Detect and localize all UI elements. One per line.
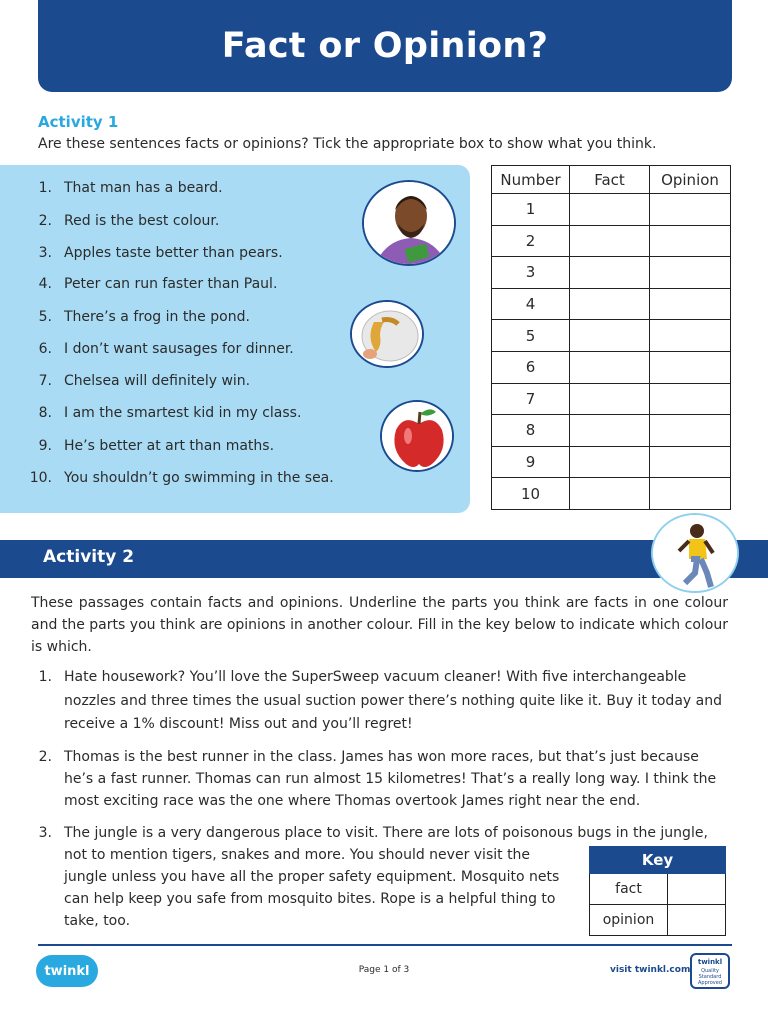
passage-text: Thomas is the best runner in the class. James has won more races, but that’s just because he’s a fast runner. Thomas can run almost 15 kilometres! That’s a really long way. I think the most exciting race was the one where Thomas overtook James right near the end.	[64, 749, 717, 809]
column-header-fact: Fact	[570, 166, 650, 194]
key-row	[590, 905, 726, 936]
sausage-plate-icon	[350, 300, 424, 368]
key-label: opinion	[590, 905, 668, 936]
twinkl-logo: twinkl	[36, 955, 98, 987]
table-row	[492, 257, 731, 289]
fact-tick-box[interactable]	[570, 225, 650, 257]
table-row	[492, 288, 731, 320]
row-number: 1	[492, 194, 570, 226]
row-number: 3	[492, 257, 570, 289]
key-title: Key	[590, 847, 726, 874]
man-reading-icon	[362, 180, 456, 266]
row-number: 7	[492, 383, 570, 415]
page-number: Page 1 of 3	[358, 965, 410, 975]
table-row	[492, 320, 731, 352]
table-row	[492, 383, 731, 415]
table-row	[492, 446, 731, 478]
colour-key-table	[589, 846, 726, 936]
page-title: Fact or Opinion?	[221, 26, 549, 66]
table-row	[492, 225, 731, 257]
activity1-title: Activity 1	[38, 113, 119, 131]
row-number: 2	[492, 225, 570, 257]
activity2-title: Activity 2	[43, 547, 135, 567]
table-row	[492, 478, 731, 510]
fact-tick-box[interactable]	[570, 351, 650, 383]
opinion-tick-box[interactable]	[650, 383, 731, 415]
fact-tick-box[interactable]	[570, 383, 650, 415]
fact-tick-box[interactable]	[570, 194, 650, 226]
column-header-opinion: Opinion	[650, 166, 731, 194]
passage-text: Hate housework? You’ll love the SuperSweep vacuum cleaner! With five interchangeable nozzles and three times the usual suction power there’s nothing quite like it. Buy it today and receive a 1% discount! Miss out and you’ll regret!	[64, 669, 722, 732]
fact-tick-box[interactable]	[570, 320, 650, 352]
key-colour-box[interactable]	[668, 874, 726, 905]
row-number: 8	[492, 415, 570, 447]
opinion-tick-box[interactable]	[650, 415, 731, 447]
title-banner	[38, 0, 732, 92]
row-number: 10	[492, 478, 570, 510]
row-number: 6	[492, 351, 570, 383]
table-row	[492, 194, 731, 226]
activity1-instruction: Are these sentences facts or opinions? Tick the appropriate box to show what you think.	[38, 136, 657, 152]
fact-tick-box[interactable]	[570, 257, 650, 289]
fact-tick-box[interactable]	[570, 415, 650, 447]
opinion-tick-box[interactable]	[650, 288, 731, 320]
opinion-tick-box[interactable]	[650, 478, 731, 510]
key-row	[590, 874, 726, 905]
column-header-number: Number	[492, 166, 570, 194]
row-number: 4	[492, 288, 570, 320]
website-link[interactable]: visit twinkl.com	[610, 965, 691, 975]
key-label: fact	[590, 874, 668, 905]
activity2-instruction: These passages contain facts and opinions. Underline the parts you think are facts in one colour and the parts you think are opinions in another colour. Fill in the key below to indicate which colour is which.	[31, 595, 728, 655]
quality-badge-icon: twinkl Quality Standard Approved	[690, 953, 730, 989]
table-row	[492, 415, 731, 447]
passage-text-rest: not to mention tigers, snakes and more. You should never visit the jungle unless you have all the proper safety equipment. Mosquito nets can help keep you safe from mosquito bites. Rope is a helpful thing to take, too.	[64, 847, 560, 929]
fact-tick-box[interactable]	[570, 478, 650, 510]
opinion-tick-box[interactable]	[650, 225, 731, 257]
opinion-tick-box[interactable]	[650, 320, 731, 352]
opinion-tick-box[interactable]	[650, 446, 731, 478]
red-apple-icon	[380, 400, 454, 472]
fact-tick-box[interactable]	[570, 446, 650, 478]
passage-text-line1: The jungle is a very dangerous place to visit. There are lots of poisonous bugs in the jungle,	[64, 825, 708, 841]
opinion-tick-box[interactable]	[650, 194, 731, 226]
opinion-tick-box[interactable]	[650, 257, 731, 289]
key-colour-box[interactable]	[668, 905, 726, 936]
row-number: 5	[492, 320, 570, 352]
row-number: 9	[492, 446, 570, 478]
footer-divider	[38, 944, 732, 946]
opinion-tick-box[interactable]	[650, 351, 731, 383]
runner-icon	[651, 513, 739, 593]
answer-table	[491, 165, 731, 510]
fact-tick-box[interactable]	[570, 288, 650, 320]
table-row	[492, 351, 731, 383]
